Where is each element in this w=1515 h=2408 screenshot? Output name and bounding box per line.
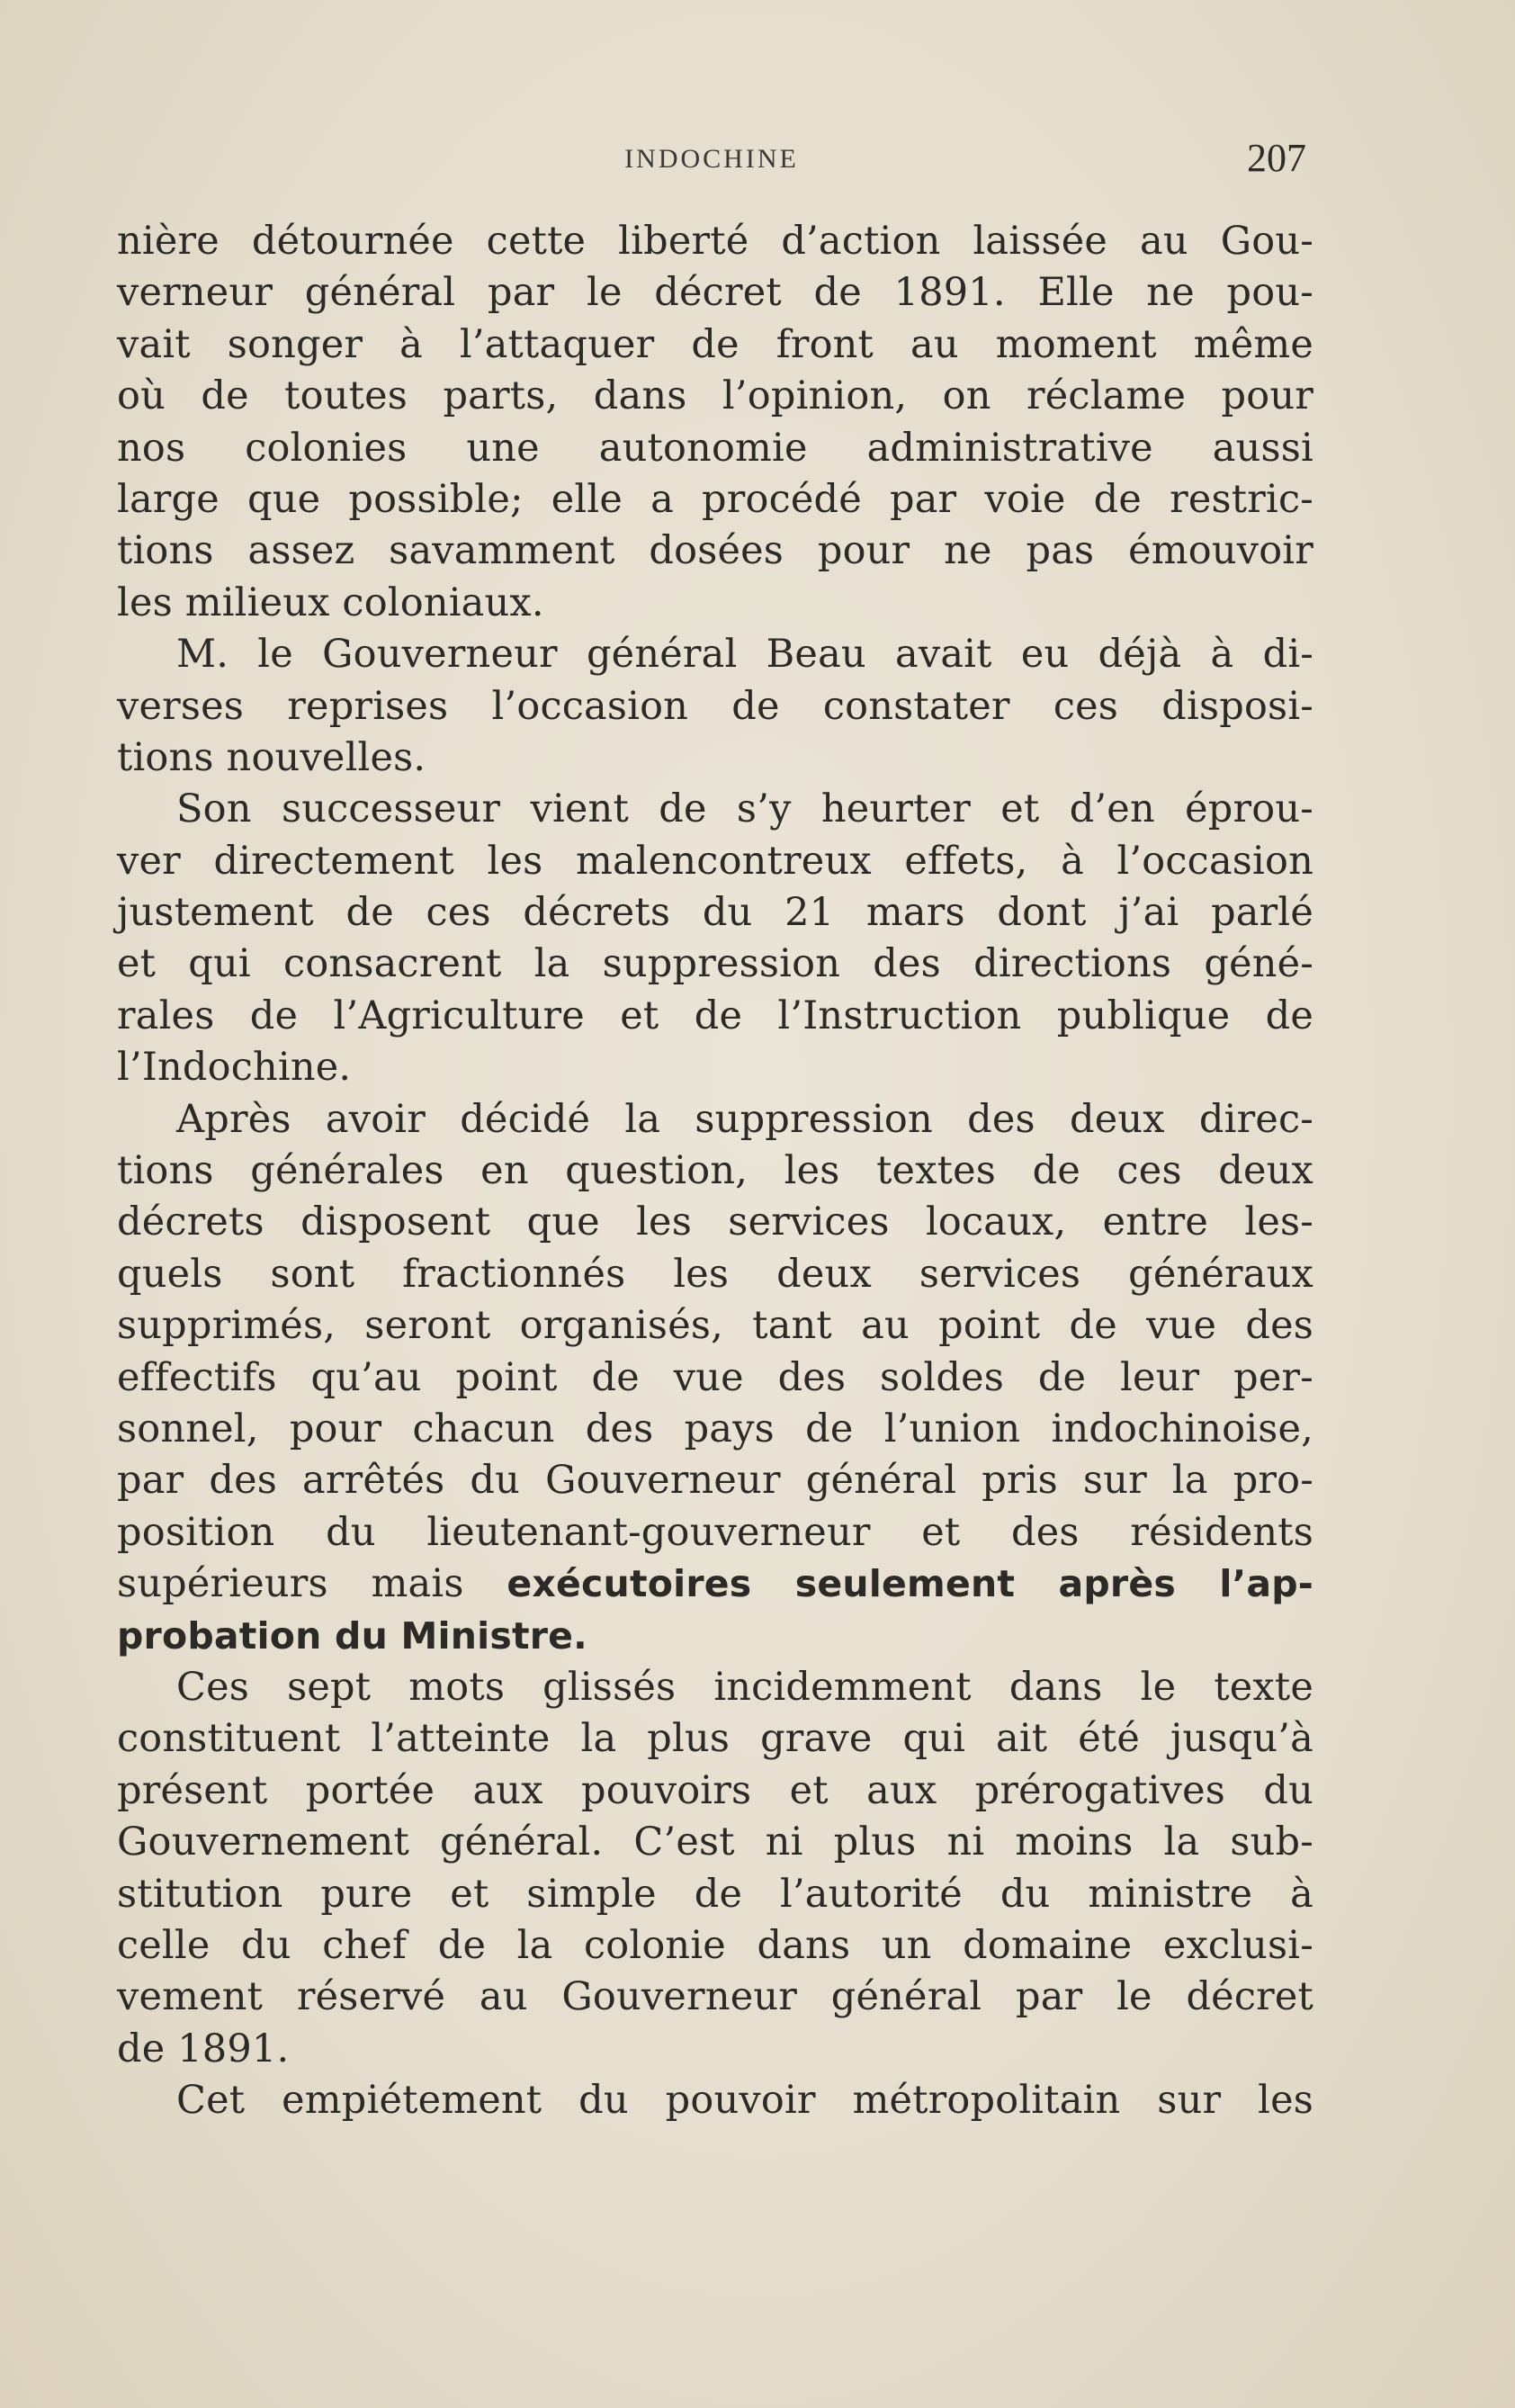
text-line: où de toutes parts, dans l’opinion, on réclame pour bbox=[117, 373, 1313, 419]
text-line: Gouvernement général. C’est ni plus ni moins la sub- bbox=[117, 1819, 1313, 1865]
text-line: l’Indochine. bbox=[117, 1045, 352, 1091]
text-line: Son successeur vient de s’y heurter et d’en éprou- bbox=[176, 786, 1313, 832]
text-line: Ces sept mots glissés incidemment dans le texte bbox=[176, 1664, 1313, 1710]
text-line: par des arrêtés du Gouverneur général pris sur la pro- bbox=[117, 1458, 1313, 1504]
text-line: effectifs qu’au point de vue des soldes de leur per- bbox=[117, 1354, 1313, 1400]
text-line: Après avoir décidé la suppression des deux direc- bbox=[176, 1096, 1313, 1142]
emphasized-text: exécutoires seulement après l’ap- bbox=[506, 1562, 1313, 1606]
text-line: supprimés, seront organisés, tant au point de vue des bbox=[117, 1303, 1313, 1349]
text-line: verses reprises l’occasion de constater ces disposi- bbox=[117, 683, 1313, 729]
text-line: vement réservé au Gouverneur général par le décret bbox=[117, 1974, 1313, 2020]
text-line: les milieux coloniaux. bbox=[117, 580, 544, 625]
text-line: vait songer à l’attaquer de front au moment même bbox=[117, 321, 1313, 367]
text-line: nière détournée cette liberté d’action laissée au Gou- bbox=[117, 219, 1313, 264]
text-line: stitution pure et simple de l’autorité du ministre à bbox=[117, 1871, 1313, 1917]
text-line: décrets disposent que les services locaux, entre les- bbox=[117, 1200, 1313, 1245]
text-line: rales de l’Agriculture et de l’Instruction publique de bbox=[117, 993, 1313, 1038]
text-line: et qui consacrent la suppression des directions géné- bbox=[117, 941, 1313, 987]
text-line: large que possible; elle a procédé par voie de restric- bbox=[117, 476, 1313, 522]
text-line: tions assez savamment dosées pour ne pas émouvoir bbox=[117, 528, 1313, 574]
page-header bbox=[117, 135, 1306, 189]
text-line: justement de ces décrets du 21 mars dont j’ai parlé bbox=[117, 890, 1313, 936]
text-line-mixed bbox=[117, 1559, 1313, 1610]
text-line: celle du chef de la colonie dans un domaine exclusi- bbox=[117, 1922, 1313, 1968]
text-line: tions générales en question, les textes de ces deux bbox=[117, 1148, 1313, 1194]
text-line: nos colonies une autonomie administrative aussi bbox=[117, 425, 1313, 471]
text-line: verneur général par le décret de 1891. Elle ne pou- bbox=[117, 270, 1313, 316]
emphasized-text-line: probation du Ministre. bbox=[117, 1613, 587, 1658]
text-segment: supérieurs mais bbox=[117, 1561, 464, 1607]
text-line: sonnel, pour chacun des pays de l’union indochinoise, bbox=[117, 1406, 1313, 1451]
page-number: 207 bbox=[1247, 136, 1306, 180]
body-text bbox=[117, 216, 1313, 2126]
text-line: présent portée aux pouvoirs et aux prérogatives du bbox=[117, 1767, 1313, 1813]
text-line: position du lieutenant-gouverneur et des résidents bbox=[117, 1509, 1313, 1555]
running-title: INDOCHINE bbox=[624, 144, 799, 174]
text-line: constituent l’atteinte la plus grave qui ait été jusqu’à bbox=[117, 1716, 1313, 1762]
text-line: tions nouvelles. bbox=[117, 734, 426, 780]
text-line: Cet empiétement du pouvoir métropolitain sur les bbox=[176, 2078, 1313, 2124]
text-line: M. le Gouverneur général Beau avait eu déjà à di- bbox=[176, 632, 1313, 678]
text-line: de 1891. bbox=[117, 2026, 290, 2071]
text-line: quels sont fractionnés les deux services généraux bbox=[117, 1251, 1313, 1297]
text-line: ver directement les malencontreux effets, à l’occasion bbox=[117, 838, 1313, 884]
